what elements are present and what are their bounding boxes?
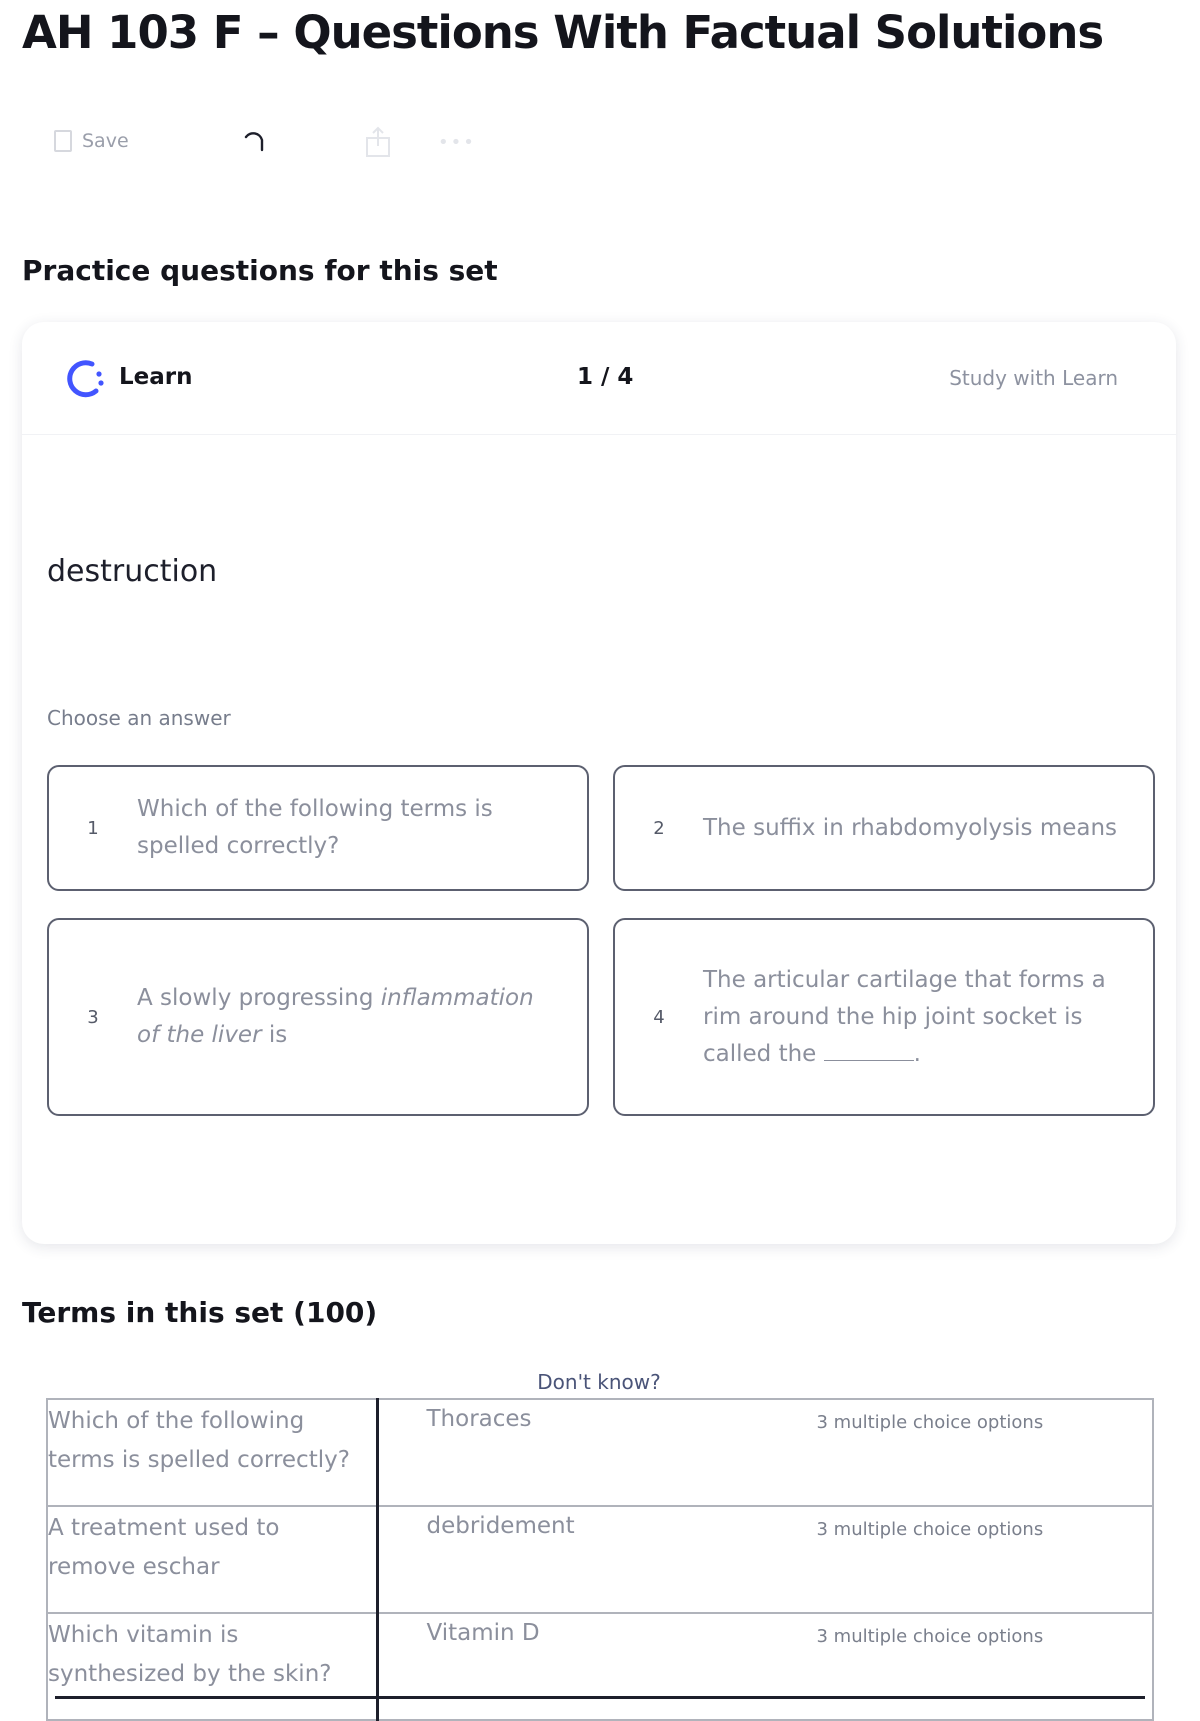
answer-option-1[interactable] <box>47 765 589 891</box>
practice-heading: Practice questions for this set <box>22 254 498 287</box>
fill-in-blank <box>824 1038 914 1061</box>
term-cell: Which vitamin is synthesized by the skin? <box>47 1613 377 1720</box>
answer-option-3[interactable] <box>47 918 589 1116</box>
answer-option-4[interactable] <box>613 918 1155 1116</box>
option-number: 3 <box>87 1006 99 1028</box>
options-count-cell: 3 multiple choice options <box>817 1399 1154 1506</box>
card-header <box>22 322 1176 435</box>
dont-know-link[interactable]: Don't know? <box>537 1370 661 1394</box>
definition-cell: Vitamin D <box>377 1613 817 1720</box>
set-toolbar <box>0 120 600 170</box>
save-button[interactable] <box>54 130 129 152</box>
terms-table <box>46 1398 1154 1721</box>
share-icon[interactable] <box>364 126 392 158</box>
table-row[interactable] <box>47 1506 1153 1613</box>
options-count-cell: 3 multiple choice options <box>817 1613 1154 1720</box>
study-with-learn-link[interactable]: Study with Learn <box>949 366 1118 390</box>
option-text: Which of the following terms is spelled correctly? <box>137 796 493 859</box>
progress-counter: 1 / 4 <box>577 364 634 390</box>
option-number: 2 <box>653 817 665 839</box>
learn-icon <box>62 357 106 401</box>
option-text: The suffix in rhabdomyolysis means <box>703 814 1118 841</box>
answer-option-2[interactable] <box>613 765 1155 891</box>
option-text: A slowly progressing inflammation of the liver is <box>137 985 534 1048</box>
divider <box>55 1696 1145 1699</box>
definition-cell: Thoraces <box>377 1399 817 1506</box>
options-count-cell: 3 multiple choice options <box>817 1506 1154 1613</box>
save-label: Save <box>82 130 129 152</box>
term-cell: A treatment used to remove eschar <box>47 1506 377 1613</box>
option-text: The articular cartilage that forms a rim around the hip joint socket is called the . <box>703 966 1106 1067</box>
terms-heading: Terms in this set (100) <box>22 1296 378 1329</box>
option-number: 4 <box>653 1006 665 1028</box>
learn-mode-label[interactable]: Learn <box>119 364 193 390</box>
choose-answer-label: Choose an answer <box>47 706 231 730</box>
option-number: 1 <box>87 817 99 839</box>
definition-cell: debridement <box>377 1506 817 1613</box>
term-cell: Which of the following terms is spelled correctly? <box>47 1399 377 1506</box>
table-row[interactable] <box>47 1399 1153 1506</box>
table-row[interactable] <box>47 1613 1153 1720</box>
prompt-term: destruction <box>47 554 218 589</box>
more-options-icon[interactable]: ••• <box>438 132 476 153</box>
page-title: AH 103 F – Questions With Factual Solutions <box>22 6 1104 59</box>
refresh-icon[interactable] <box>240 128 270 158</box>
bookmark-icon <box>54 130 72 152</box>
